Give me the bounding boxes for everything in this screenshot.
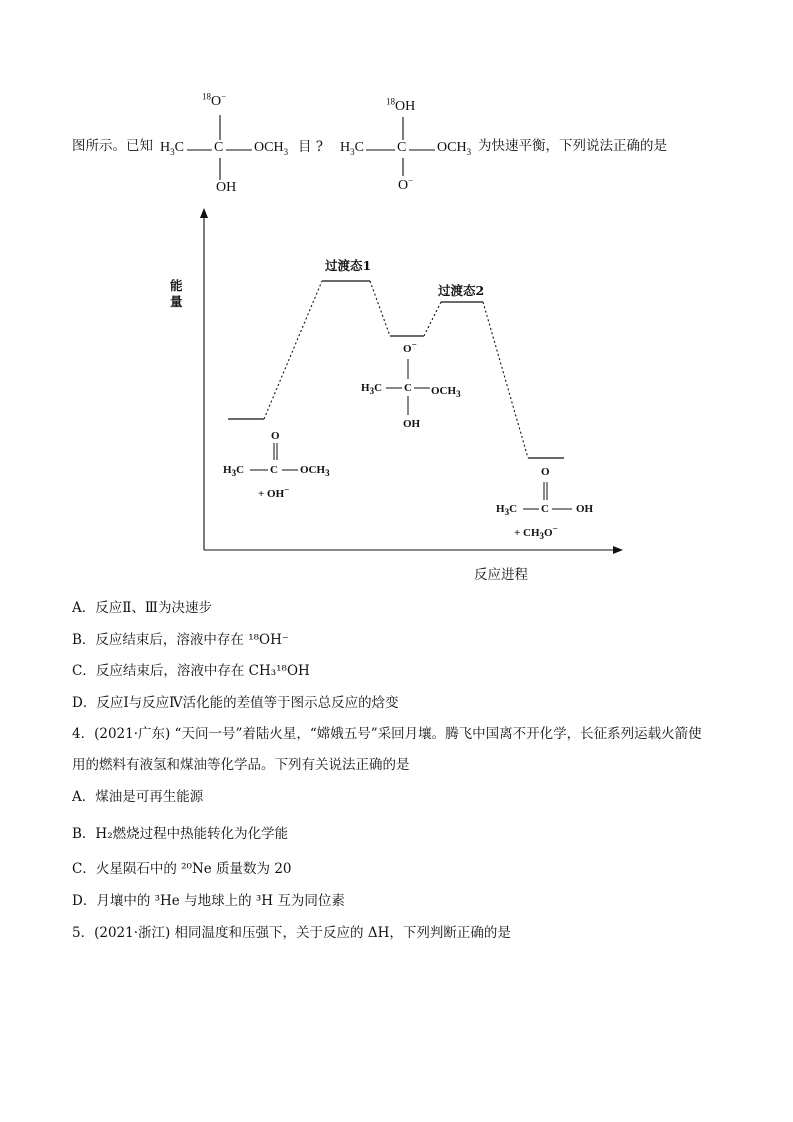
q3-option-a: A．反应Ⅱ、Ⅲ为决速步 xyxy=(72,600,212,616)
right-struct-och3: $OCH_3$ xyxy=(437,140,472,157)
right-struct-top: $^{18}$OH xyxy=(386,96,416,114)
right-struct-bottom: O− xyxy=(398,175,414,193)
left-struct-h3c: $H_3C$ xyxy=(160,140,184,157)
q3-option-b: B．反应结束后，溶液中存在 ¹⁸OH⁻ xyxy=(72,632,290,648)
intro-prefix: 图所示。已知 xyxy=(72,138,153,154)
q4-option-b: B．H₂燃烧过程中热能转化为化学能 xyxy=(72,826,289,842)
y-axis-label: 能量 xyxy=(170,278,183,309)
q5-line-1: 5．(2021·浙江) 相同温度和压强下，关于反应的 ΔH，下列判断正确的是 xyxy=(72,925,511,941)
q4-option-c: C．火星陨石中的 ²⁰Ne 质量数为 20 xyxy=(72,861,292,877)
right-struct-c: C xyxy=(397,140,407,155)
left-struct-bottom: OH xyxy=(216,180,237,195)
right-struct-h3c: $H_3C$ xyxy=(340,140,364,157)
left-struct-top: $^{18}$O− xyxy=(202,91,227,109)
ts1-label: 过渡态1 xyxy=(325,258,372,273)
y-axis-arrow-icon xyxy=(200,208,208,218)
left-struct-och3: $OCH_3$ xyxy=(254,140,289,157)
ts2-label: 过渡态2 xyxy=(438,283,485,298)
q4-line-1: 4．(2021·广东) “天问一号”着陆火星，“嫦娥五号”采回月壤。腾飞中国离不开化学，长征系列运载火箭使 xyxy=(72,726,702,742)
intro-mid-glyphs: 目 ? xyxy=(298,139,324,155)
q4-line-2: 用的燃料有液氢和煤油等化学品。下列有关说法正确的是 xyxy=(72,757,410,773)
q4-option-a: A．煤油是可再生能源 xyxy=(72,789,204,805)
x-axis-arrow-icon xyxy=(613,546,623,554)
q3-option-d: D．反应Ⅰ与反应Ⅳ活化能的差值等于图示总反应的焓变 xyxy=(72,695,399,711)
x-axis-label: 反应进程 xyxy=(474,567,528,583)
left-struct-c: C xyxy=(214,140,224,155)
q4-option-d: D．月壤中的 ³He 与地球上的 ³H 互为同位素 xyxy=(72,893,345,909)
intro-suffix: 为快速平衡，下列说法正确的是 xyxy=(478,138,667,154)
q3-option-c: C．反应结束后，溶液中存在 CH₃¹⁸OH xyxy=(72,663,310,679)
